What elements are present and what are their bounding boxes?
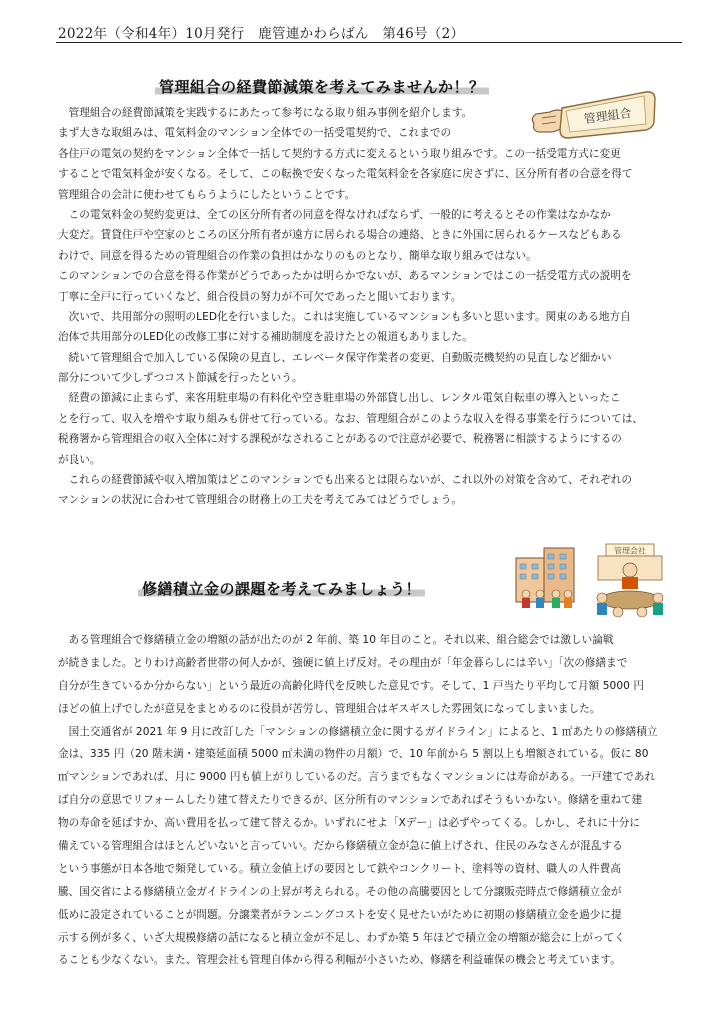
section2-heading [138, 578, 425, 599]
section2-line: 金は、335 円（20 階未満・建築延面積 5000 ㎡未満の物件の月額）で、10 年前から 5 割以上も増額されている。仮に 80 [58, 748, 649, 761]
section2-line: ㎡マンションであれば、月に 9000 円も値上がりしているのだ。言うまでもなくマンションには寿命がある。一戸建てであれ [58, 771, 656, 784]
newsletter-header: 2022年（令和4年）10月発行 鹿管連かわらばん 第46号（2） [58, 26, 465, 42]
section1-line: マンションの状況に合わせて管理組合の財務上の工夫を考えてみてはどうでしょう。 [58, 494, 462, 507]
section1-line: することで電気料金が安くなる。そして、この転換で安くなった電気料金を各家庭に戻さずに、区分所有者の合意を得て [58, 168, 633, 181]
section2-line: 騰、国交省による修繕積立金ガイドラインの上昇が考えられる。その他の高騰要因として分譲販売時点で修繕積立金が [58, 885, 622, 898]
header-rule [56, 42, 682, 43]
section2-line: 低めに設定されていることが問題。分譲業者がランニングコストを安く見せたいがために初期の修繕積立金を過少に提 [58, 908, 622, 921]
section1-line: この電気料金の契約変更は、全ての区分所有者の同意を得なければならず、一般的に考えるとその作業はなかなか [58, 208, 611, 221]
section1-line: このマンションでの合意を得る作業がどうであったかは明らかでないが、あるマンションではこの一括受電方式の説明を [58, 270, 632, 283]
section1-line: まず大きな取組みは、電気料金のマンション全体での一括受電契約で、これまでの [58, 127, 452, 140]
section1-line: 各住戸の電気の契約をマンション全体で一括して契約する方式に変えるという取り組みです。この一括受電方式に変更 [58, 147, 621, 160]
section2-line: 自分が生きているか分からない」という最近の高齢化時代を反映した意見です。そして、1 戸当たり平均して月額 5000 円 [58, 679, 644, 692]
section2-line: が続きました。とりわけ高齢者世帯の何人かが、強硬に値上げ反対。その理由が「年金暮らしには辛い」「次の修繕まで [58, 656, 628, 669]
section2-body [58, 629, 658, 972]
section1-line: 治体で共用部分のLED化の改修工事に対する補助制度を設けたとの報道もありました。 [58, 331, 473, 344]
section1-line: 続いて管理組合で加入している保険の見直し、エレベータ保守作業者の変更、自動販売機契約の見直しなど細かい [58, 351, 612, 364]
section2-line: 国土交通省が 2021 年 9 月に改訂した「マンションの修繕積立金に関するガイドライン」によると、1 ㎡あたりの修繕積立 [58, 725, 658, 738]
section1-body [58, 103, 643, 511]
company-board-text: 管理会社 [614, 546, 646, 556]
section2-line: ば自分の意思でリフォームしたり建て替えたりできるが、区分所有のマンションであればそうもいかない。修繕を重ねて建 [58, 794, 643, 807]
section1-line: が良い。 [58, 453, 101, 466]
apartment-residents-illustration [510, 540, 582, 612]
section2-line: 示する例が多く、いざ大規模修繕の話になると積立金が不足し、わずか築 5 年ほどで積立金の増額が総会に上がってく [58, 931, 625, 944]
section1-line: 大変だ。賃貸住戸や空家のところの区分所有者が遠方に居られる場合の連絡、ときに外国に居られるケースなどもある [58, 229, 622, 242]
section1-line: わけで、同意を得るための管理組合の作業の負担はかなりのものとなり、簡単な取り組みではない。 [58, 249, 537, 262]
section1-line: とを行って、収入を増やす取り組みも併せて行っている。なお、管理組合がこのような収入を得る事業を行うについては、 [58, 412, 643, 425]
section1-title: 管理組合の経費節減策を考えてみませんか！？ [155, 78, 489, 96]
section1-line: 次いで、共用部分の照明のLED化を行いました。これは実施しているマンションも多いと思います。関東のある地方自 [58, 310, 631, 323]
management-company-meeting-illustration [590, 540, 670, 620]
section1-line: 管理組合の経費節減策を実践するにあたって参考になる取り組み事例を紹介します。 [58, 107, 473, 119]
section2-title: 修繕積立金の課題を考えてみましょう！ [138, 580, 425, 598]
section2-line: 備えている管理組合はほとんどいないと言っていい。だから修繕積立金が急に値上げされ、住民のみなさんが混乱する [58, 840, 623, 853]
section2-line: ある管理組合で修繕積立金の増額の話が出たのが 2 年前、築 10 年目のこと。それ以来、組合総会では激しい論戦 [58, 634, 614, 646]
section2-line: という事態が日本各地で頻発している。積立金値上げの要因として鉄やコンクリート、塗料等の資材、職人の人件費高 [58, 862, 621, 875]
section1-line: 税務署から管理組合の収入全体に対する課税がなされることがあるので注意が必要で、税務署に相談するようにするの [58, 433, 622, 446]
section1-line: 丁寧に全戸に行っていくなど、組合役員の努力が不可欠であったと聞いております。 [58, 290, 462, 303]
section1-line: 部分について少しずつコスト節減を行ったという。 [58, 372, 303, 385]
section1-line: 管理組合の会計に使わせてもらうようにしたということです。 [58, 188, 356, 201]
section2-line: ほどの値上げでしたが意見をまとめるのに役員が苦労し、管理組合はギスギスした雰囲気になってしまいました。 [58, 702, 601, 715]
section1-heading [155, 76, 489, 97]
section1-line: これらの経費節減や収入増加策はどこのマンションでも出来るとは限らないが、これ以外の対策を含めて、それぞれの [58, 474, 633, 487]
section2-line: 物の寿命を延ばすか、高い費用を払って建て替えるか。いずれにせよ「Xデー」は必ずやってくる。しかし、それに十分に [58, 817, 641, 830]
section2-line: ることも少なくない。また、管理会社も管理自体から得る利幅が小さいため、修繕を利益確保の機会と考えています。 [58, 954, 621, 967]
section1-line: 経費の節減に止まらず、来客用駐車場の有料化や空き駐車場の外部貸し出し、レンタル電気自転車の導入といったこ [58, 392, 621, 405]
sign-text: 管理組合 [582, 105, 633, 127]
